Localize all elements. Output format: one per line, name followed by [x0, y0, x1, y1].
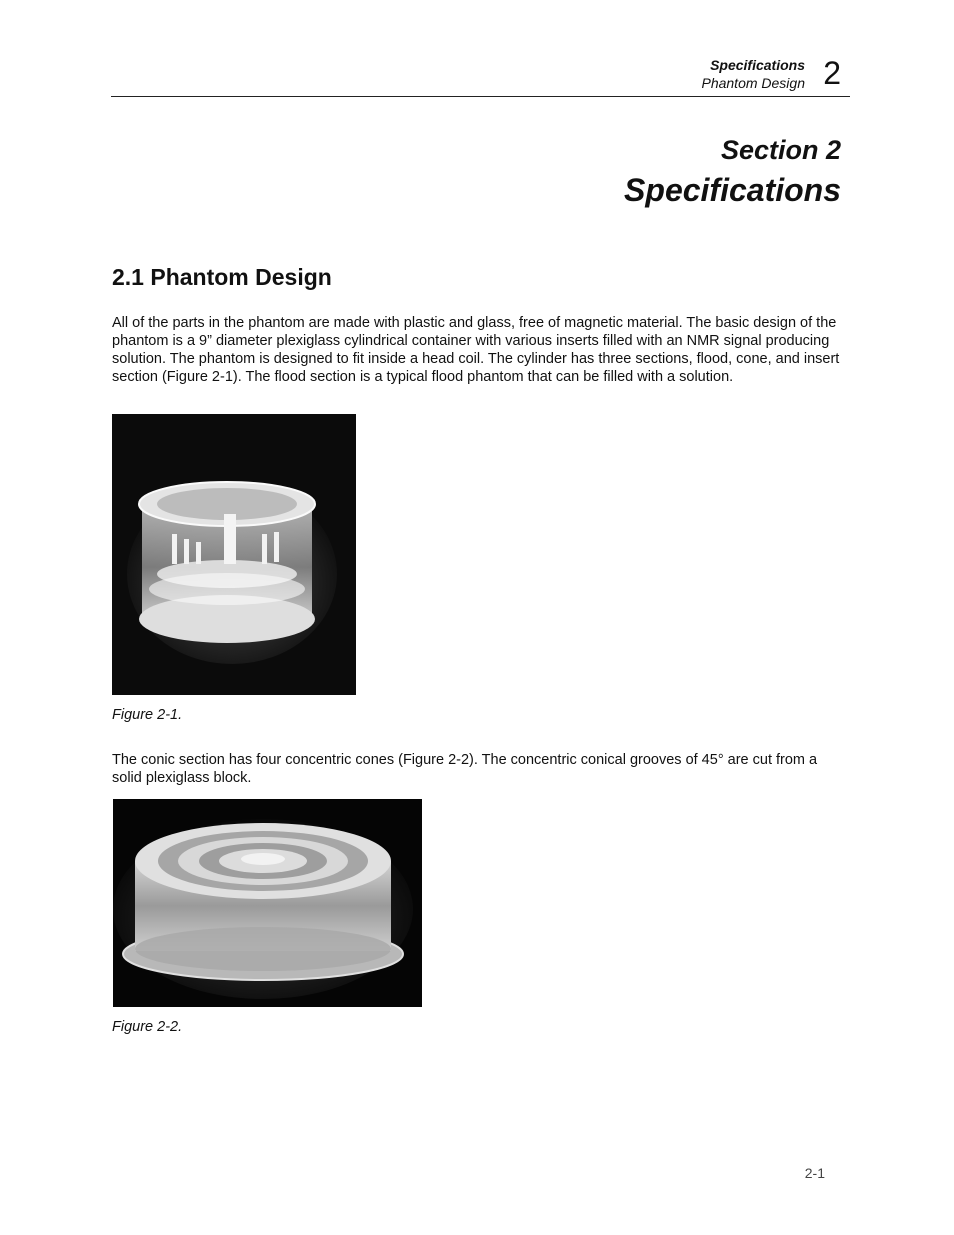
running-header-title: Specifications [710, 57, 805, 73]
paragraph-intro: All of the parts in the phantom are made with plastic and glass, free of magnetic material. The basic design of the phantom is a 9” diameter plexiglass cylindrical container with various inserts filled with an NMR signal producing solution. The phantom is designed to fit inside a head coil. The cylinder has three sections, flood, cone, and insert section (Figure 2-1). The flood section is a typical flood phantom that can be filled with a solution. [112, 315, 840, 385]
figure-caption-2: Figure 2-2. [112, 1019, 183, 1035]
running-header-text [701, 56, 805, 92]
figure-cone-photo [113, 799, 422, 1007]
section-label: Section 2 [720, 135, 841, 165]
section-title: Specifications [624, 172, 841, 208]
paragraph-conic: The conic section has four concentric cones (Figure 2-2). The concentric conical grooves of 45° are cut from a solid plexiglass block. [112, 752, 818, 786]
chapter-number: 2 [823, 55, 841, 91]
running-header-subtitle: Phantom Design [701, 75, 805, 91]
subsection-heading: 2.1 Phantom Design [112, 264, 332, 290]
page-number: 2-1 [804, 1165, 825, 1181]
figure-caption-1: Figure 2-1. [112, 707, 183, 723]
running-header [111, 56, 850, 97]
figure-phantom-photo [112, 414, 356, 695]
